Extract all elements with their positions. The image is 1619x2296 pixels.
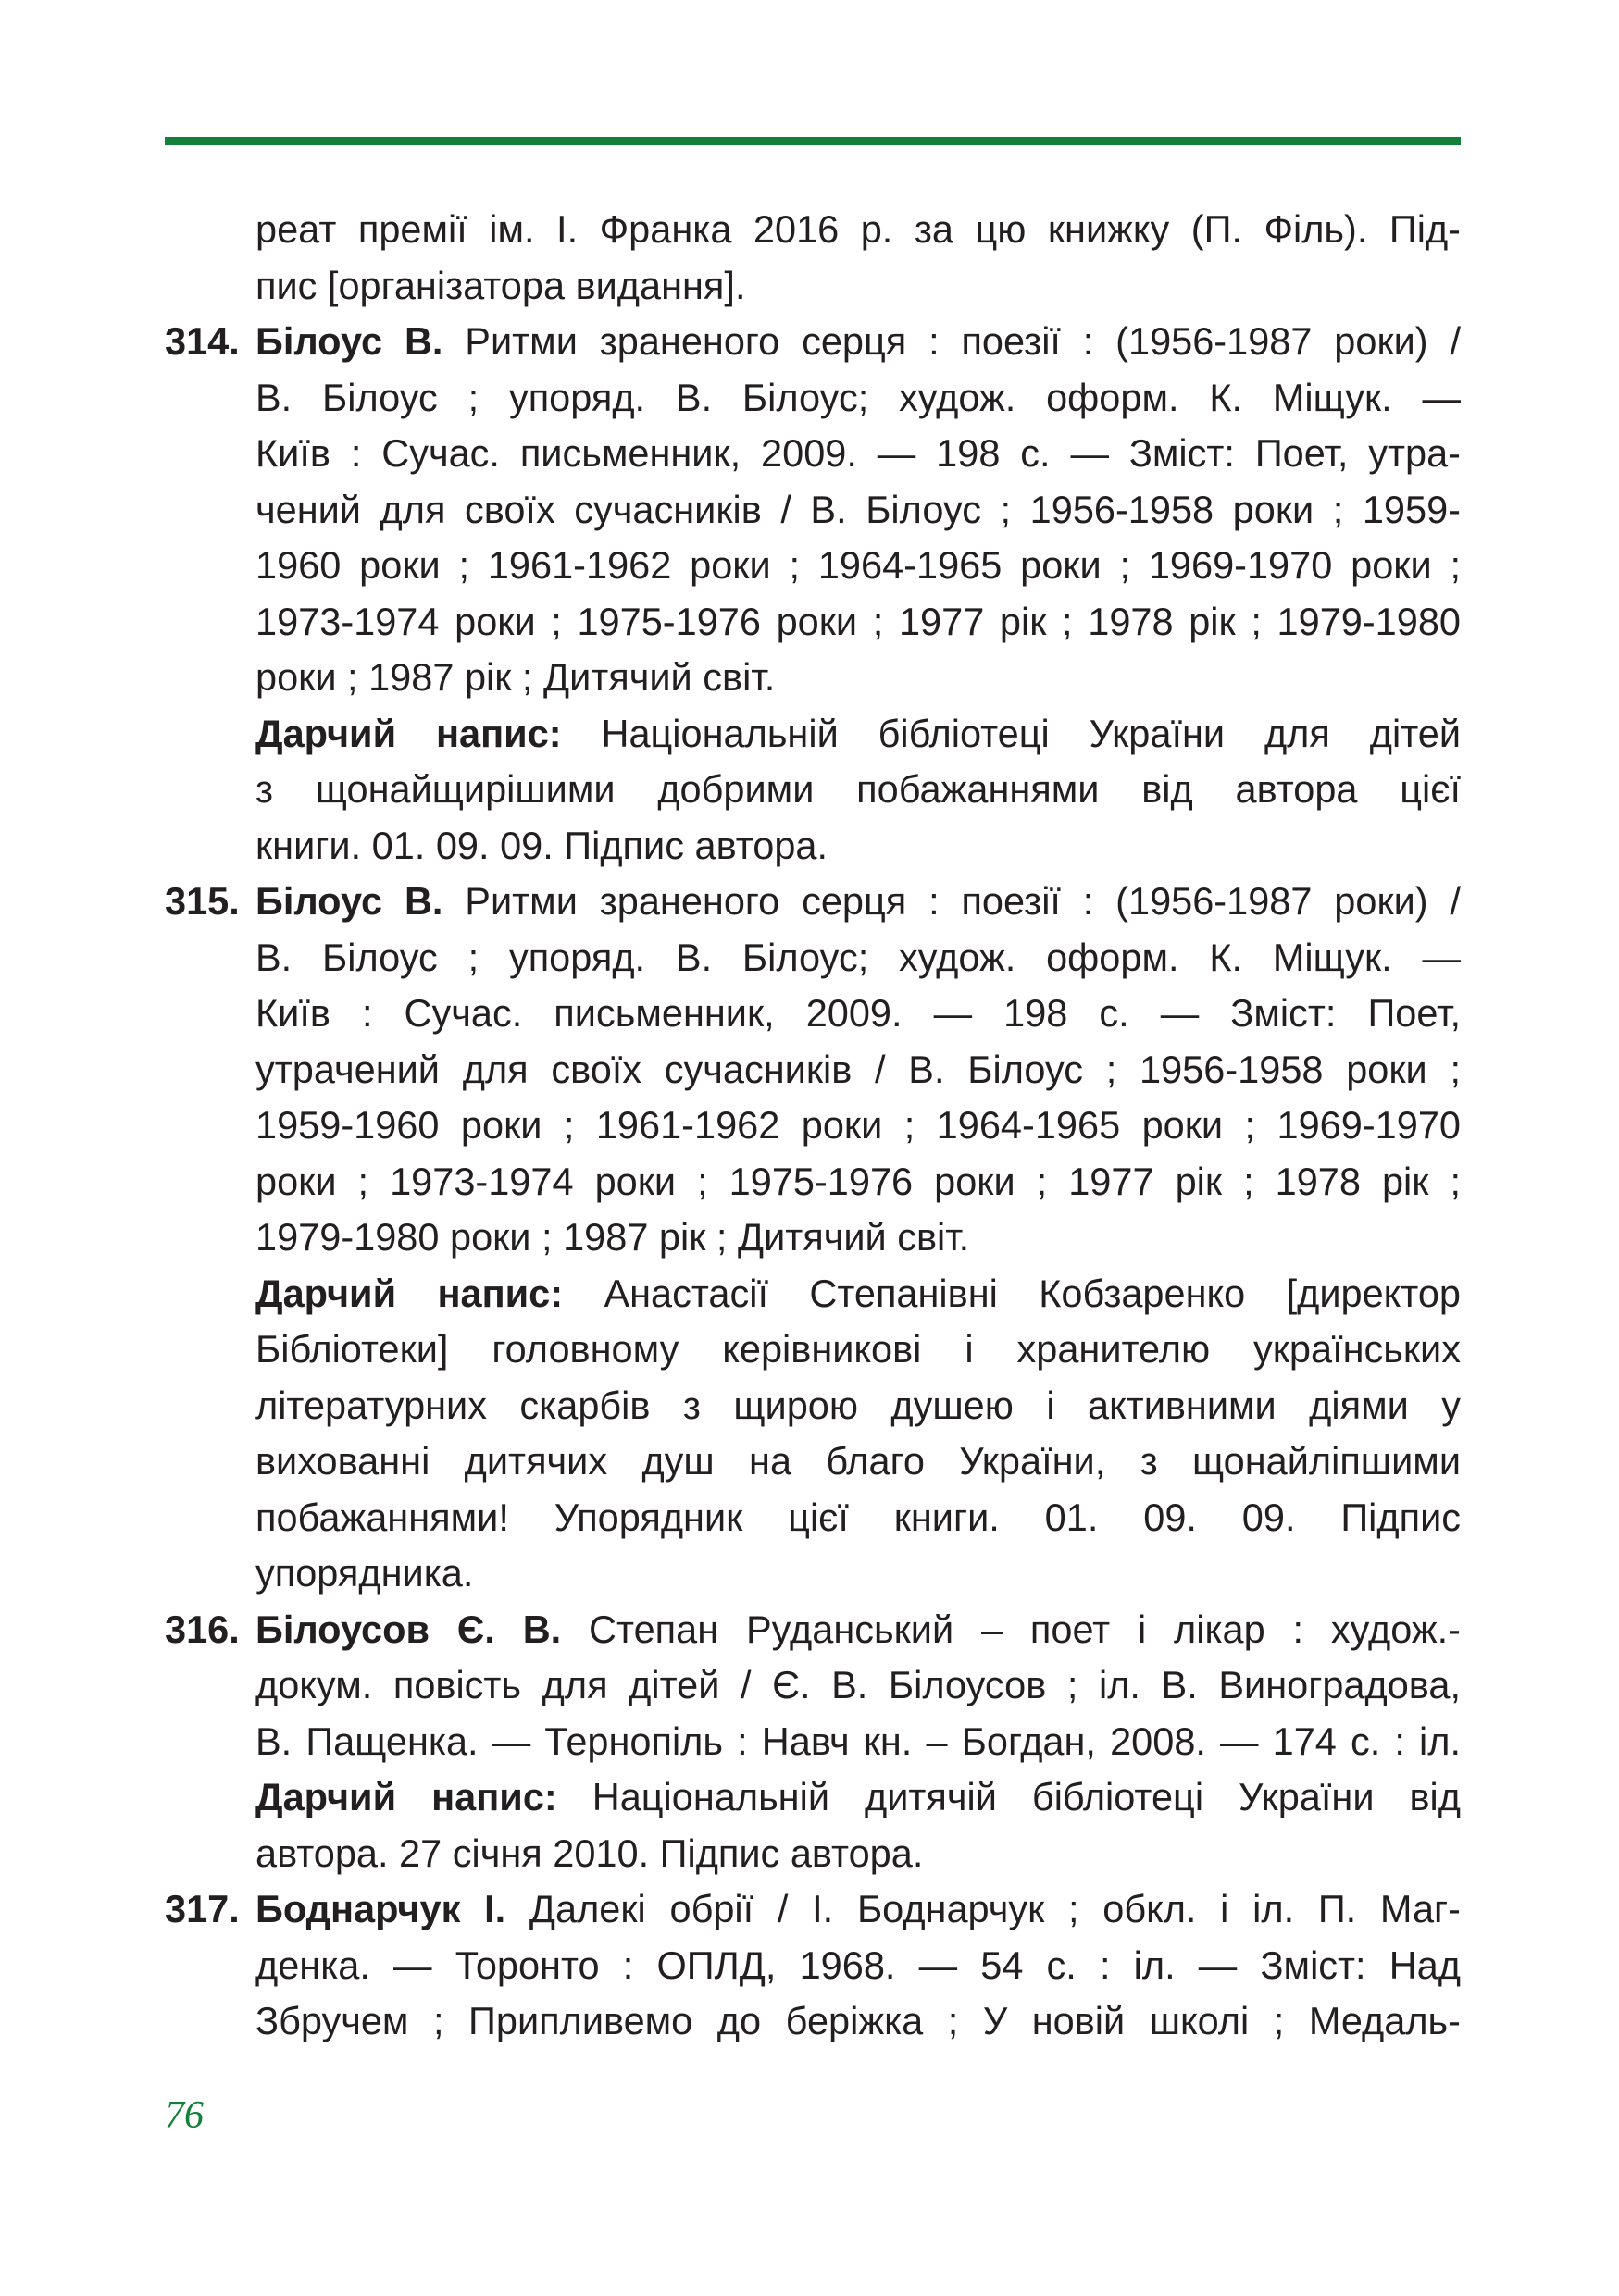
- text-line: [255, 1602, 1461, 1658]
- inscription-label: Дарчий напис:: [255, 1775, 557, 1818]
- inscription-line: [255, 1769, 1461, 1826]
- entry-315: [165, 874, 1461, 1602]
- entry-number: 314.: [165, 319, 240, 363]
- inscription-line: Бібліотеки] головному керівникові і хранителю українських: [255, 1327, 1461, 1371]
- text-line: денка. — Торонто : ОПЛД, 1968. — 54 с. : іл. — Зміст: Над: [255, 1942, 1461, 1987]
- text-line: [255, 1881, 1461, 1938]
- inscription-text: Національній бібліотеці України для дітей: [561, 711, 1461, 755]
- entry-author: Білоус В.: [255, 319, 443, 363]
- text-line: 1959-1960 роки ; 1961-1962 роки ; 1964-1965 роки ; 1969-1970: [255, 1103, 1461, 1147]
- text-line: пис [організатора видання].: [255, 263, 746, 307]
- inscription-line: [255, 706, 1461, 763]
- inscription-line: літературних скарбів з щирою душею і активними діями у: [255, 1383, 1461, 1427]
- entry-author: Білоусов Є. В.: [255, 1607, 562, 1651]
- page-number: 76: [165, 2094, 204, 2137]
- continuation-text: [165, 202, 1461, 314]
- inscription-line: побажаннями! Упорядник цієї книги. 01. 09. 09. Підпис: [255, 1495, 1461, 1539]
- text-line: В. Пащенка. — Тернопіль : Навч кн. – Богдан, 2008. — 174 с. : іл.: [255, 1719, 1461, 1763]
- text-line: 1960 роки ; 1961-1962 роки ; 1964-1965 роки ; 1969-1970 роки ;: [255, 543, 1461, 587]
- text-line: 1979-1980 роки ; 1987 рік ; Дитячий світ.: [255, 1215, 970, 1259]
- entry-number: 316.: [165, 1607, 240, 1651]
- inscription-line: вихованні дитячих душ на благо України, з щонайліпшими: [255, 1439, 1461, 1483]
- entry-title: Далекі обрії / І. Боднарчук ; обкл. і іл. П. Маг-: [505, 1887, 1461, 1930]
- text-line: роки ; 1987 рік ; Дитячий світ.: [255, 655, 776, 699]
- text-line: реат премії ім. І. Франка 2016 р. за цю книжку (П. Філь). Під-: [255, 207, 1461, 251]
- text-line: В. Білоус ; упоряд. В. Білоус; худож. оформ. К. Міщук. —: [255, 375, 1461, 419]
- text-line: В. Білоус ; упоряд. В. Білоус; худож. оформ. К. Міщук. —: [255, 935, 1461, 979]
- inscription-line: упорядника.: [255, 1551, 474, 1595]
- inscription-line: книги. 01. 09. 09. Підпис автора.: [255, 823, 828, 867]
- inscription-label: Дарчий напис:: [255, 1271, 564, 1315]
- entry-316: [165, 1602, 1461, 1882]
- text-line: Київ : Сучас. письменник, 2009. — 198 с. — Зміст: Поет,: [255, 991, 1461, 1035]
- entry-title: Степан Руданський – поет і лікар : худож.-: [561, 1607, 1461, 1651]
- text-line: докум. повість для дітей / Є. В. Білоусов ; іл. В. Виноградова,: [255, 1663, 1461, 1706]
- text-line: утрачений для своїх сучасників / В. Білоус ; 1956-1958 роки ;: [255, 1047, 1461, 1091]
- text-line: Збручем ; Припливемо до беріжка ; У новій школі ; Медаль-: [255, 1999, 1461, 2042]
- text-line: роки ; 1973-1974 роки ; 1975-1976 роки ; 1977 рік ; 1978 рік ;: [255, 1159, 1461, 1203]
- inscription-line: з щонайщирішими добрими побажаннями від автора цієї: [255, 767, 1461, 811]
- entry-number: 315.: [165, 879, 240, 923]
- inscription-text: Анастасії Степанівні Кобзаренко [директор: [563, 1271, 1461, 1315]
- page-body: [165, 202, 1461, 2050]
- entry-title: Ритми зраненого серця : поезії : (1956-1987 роки) /: [442, 879, 1461, 923]
- text-line: Київ : Сучас. письменник, 2009. — 198 с. — Зміст: Поет, утра-: [255, 431, 1461, 475]
- text-line: 1973-1974 роки ; 1975-1976 роки ; 1977 рік ; 1978 рік ; 1979-1980: [255, 599, 1461, 643]
- text-line: чений для своїх сучасників / В. Білоус ; 1956-1958 роки ; 1959-: [255, 487, 1461, 531]
- entry-314: [165, 314, 1461, 874]
- entry-author: Білоус В.: [255, 879, 443, 923]
- entry-number: 317.: [165, 1887, 240, 1930]
- inscription-line: [255, 1266, 1461, 1322]
- header-rule: [165, 137, 1461, 145]
- entry-317: [165, 1881, 1461, 2050]
- entry-author: Боднарчук І.: [255, 1887, 506, 1930]
- text-line: [255, 874, 1461, 930]
- text-line: [255, 314, 1461, 370]
- inscription-line: автора. 27 січня 2010. Підпис автора.: [255, 1831, 924, 1875]
- inscription-text: Національній дитячій бібліотеці України від: [556, 1775, 1461, 1818]
- inscription-label: Дарчий напис:: [255, 711, 562, 755]
- entry-title: Ритми зраненого серця : поезії : (1956-1987 роки) /: [442, 319, 1461, 363]
